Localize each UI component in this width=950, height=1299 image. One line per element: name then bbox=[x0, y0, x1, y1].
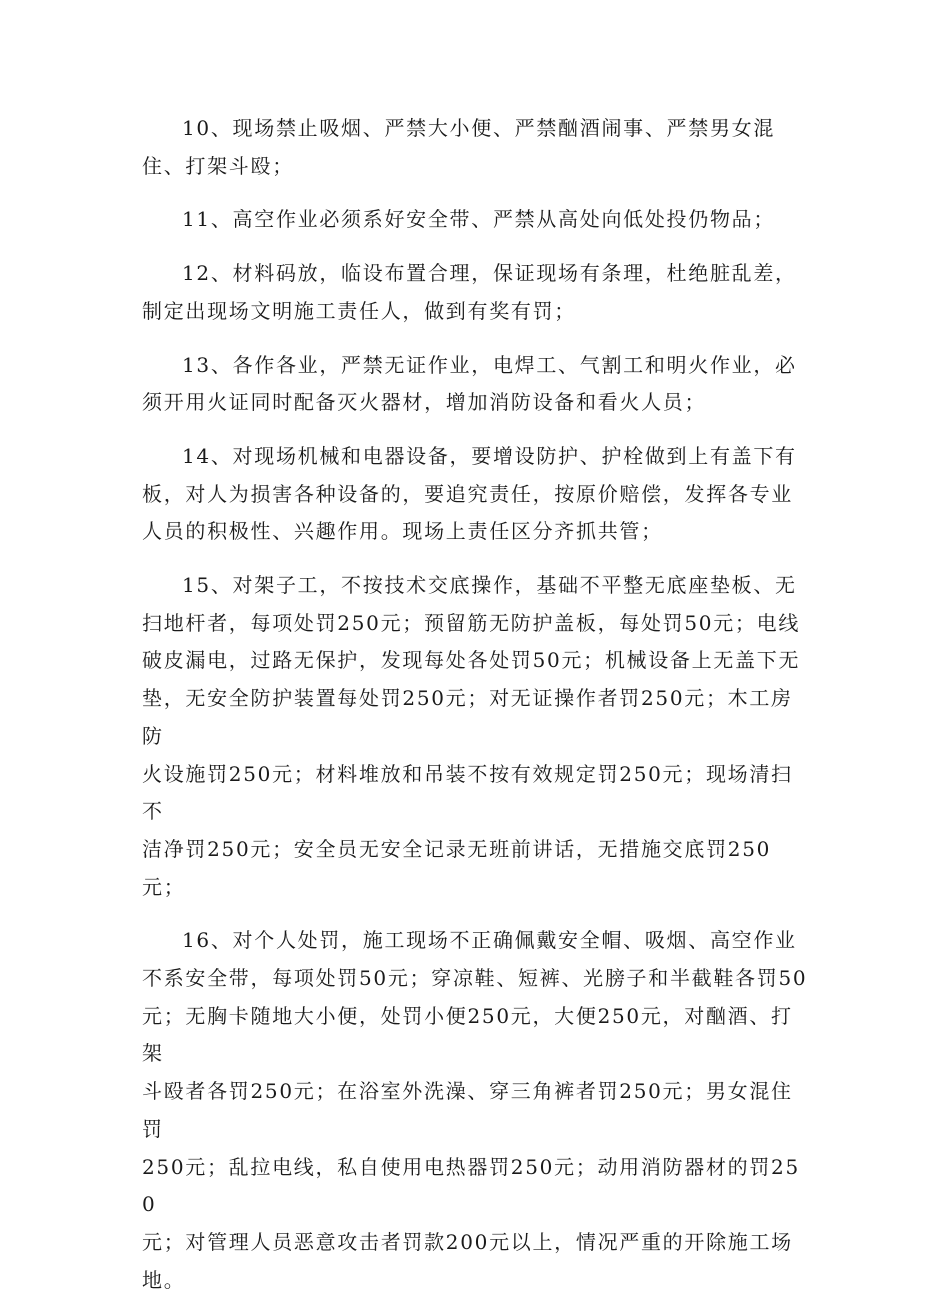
paragraph-line: 13、各作各业，严禁无证作业，电焊工、气割工和明火作业，必 bbox=[182, 352, 797, 377]
paragraph-line: 洁净罚250元；安全员无安全记录无班前讲话，无措施交底罚250元； bbox=[142, 836, 772, 899]
paragraph-line: 16、对个人处罚，施工现场不正确佩戴安全帽、吸烟、高空作业 bbox=[182, 928, 797, 953]
paragraph-rule-10 bbox=[142, 110, 812, 185]
paragraph-line: 地。 bbox=[142, 1267, 186, 1292]
paragraph-line: 扫地杆者，每项处罚250元；预留筋无防护盖板，每处罚50元；电线 bbox=[142, 610, 801, 635]
paragraph-line: 制定出现场文明施工责任人，做到有奖有罚； bbox=[142, 298, 576, 323]
paragraph-line: 15、对架子工，不按技术交底操作，基础不平整无底座垫板、无 bbox=[182, 573, 797, 598]
paragraph-rule-12 bbox=[142, 255, 812, 330]
paragraph-line: 12、材料码放，临设布置合理，保证现场有条理，杜绝脏乱差， bbox=[182, 261, 797, 286]
paragraph-rule-13 bbox=[142, 347, 812, 422]
paragraph-line: 垫，无安全防护装置每处罚250元；对无证操作者罚250元；木工房防 bbox=[142, 686, 793, 748]
paragraph-rule-14 bbox=[142, 438, 812, 551]
paragraph-line: 元；无胸卡随地大小便，处罚小便250元，大便250元，对酗酒、打架 bbox=[142, 1003, 793, 1066]
paragraph-line: 人员的积极性、兴趣作用。现场上责任区分齐抓共管； bbox=[142, 519, 663, 544]
paragraph-line: 斗殴者各罚250元；在浴室外洗澡、穿三角裤者罚250元；男女混住罚 bbox=[142, 1079, 793, 1141]
paragraph-rule-16 bbox=[142, 922, 812, 1299]
paragraph-line: 须开用火证同时配备灭火器材，增加消防设备和看火人员； bbox=[142, 390, 707, 415]
paragraph-line: 破皮漏电，过路无保护，发现每处各处罚50元；机械设备上无盖下无 bbox=[142, 648, 801, 673]
paragraph-rule-15 bbox=[142, 567, 812, 906]
paragraph-line: 10、现场禁止吸烟、严禁大小便、严禁酗酒闹事、严禁男女混 bbox=[182, 116, 776, 140]
paragraph-line: 250元；乱拉电线，私自使用电热器罚250元；动用消防器材的罚250 bbox=[142, 1154, 800, 1217]
paragraph-line: 住、打架斗殴； bbox=[142, 153, 294, 178]
paragraph-line: 元；对管理人员恶意攻击者罚款200元以上，情况严重的开除施工场 bbox=[142, 1229, 793, 1254]
paragraph-line: 11、高空作业必须系好安全带、严禁从高处向低处投仍物品； bbox=[182, 207, 776, 232]
paragraph-line: 火设施罚250元；材料堆放和吊装不按有效规定罚250元；现场清扫不 bbox=[142, 761, 793, 824]
paragraph-line: 板，对人为损害各种设备的，要追究责任，按原价赔偿，发挥各专业 bbox=[142, 481, 793, 506]
paragraph-rule-11 bbox=[142, 201, 812, 239]
paragraph-line: 不系安全带，每项处罚50元；穿凉鞋、短裤、光膀子和半截鞋各罚50 bbox=[142, 966, 808, 991]
paragraph-line: 14、对现场机械和电器设备，要增设防护、护栓做到上有盖下有 bbox=[182, 443, 797, 468]
